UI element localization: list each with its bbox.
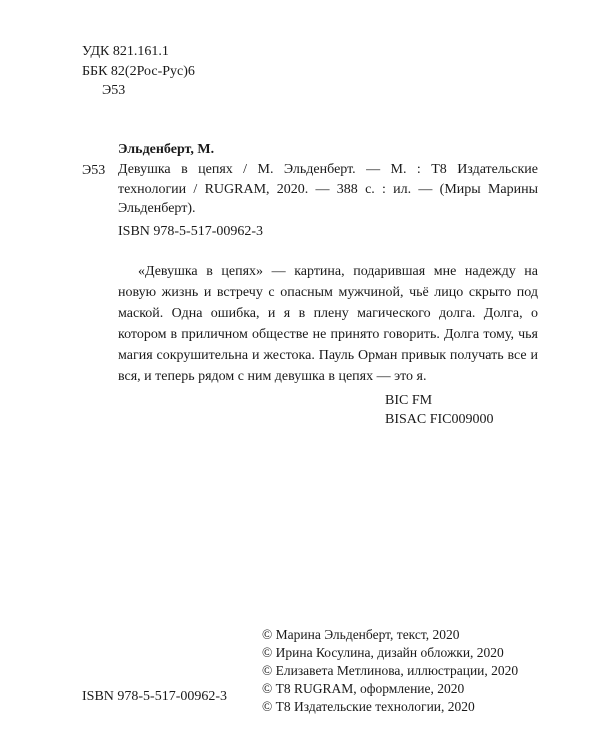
bbk-code: ББК 82(2Рос-Рус)6	[82, 64, 195, 79]
copyright-line: © Марина Эльденберт, текст, 2020	[262, 627, 460, 642]
copyright-line: © Ирина Косулина, дизайн обложки, 2020	[262, 645, 504, 660]
isbn-record: ISBN 978-5-517-00962-3	[118, 224, 264, 239]
bic-code: BIC FM	[385, 393, 433, 408]
author-sign: Э53	[102, 83, 126, 98]
author-name: Эльденберт, М.	[118, 142, 215, 157]
copyright-list	[262, 626, 518, 716]
bibliographic-description: Девушка в цепях / М. Эльденберт. — М. : Т8 Издательские технологии / RUGRAM, 2020. — 388 с. : ил. — (Миры Марины Эльденберт).	[118, 162, 538, 216]
bisac-code: BISAC FIC009000	[385, 412, 494, 427]
copyright-line: © Елизавета Метлинова, иллюстрации, 2020	[262, 663, 519, 678]
isbn-footer: ISBN 978-5-517-00962-3	[82, 689, 228, 704]
udk-code: УДК 821.161.1	[82, 44, 169, 59]
annotation-text: «Девушка в цепях» — картина, подарившая мне надежду на новую жизнь и встречу с опасным мужчиной, чьё лицо скрыто под маской. Одна ошибка, и я в плену магического долга. Долга, о котором в приличном обществе не принято говорить. Долга тому, чья магия сокрушительна и жестока. Пауль Орман привык получать все и вся, и теперь рядом с ним девушка в цепях — это я.	[118, 264, 538, 384]
author-sign-record: Э53	[82, 163, 106, 178]
copyright-line: © Т8 RUGRAM, оформление, 2020	[262, 681, 465, 696]
copyright-line: © Т8 Издательские технологии, 2020	[262, 699, 475, 714]
